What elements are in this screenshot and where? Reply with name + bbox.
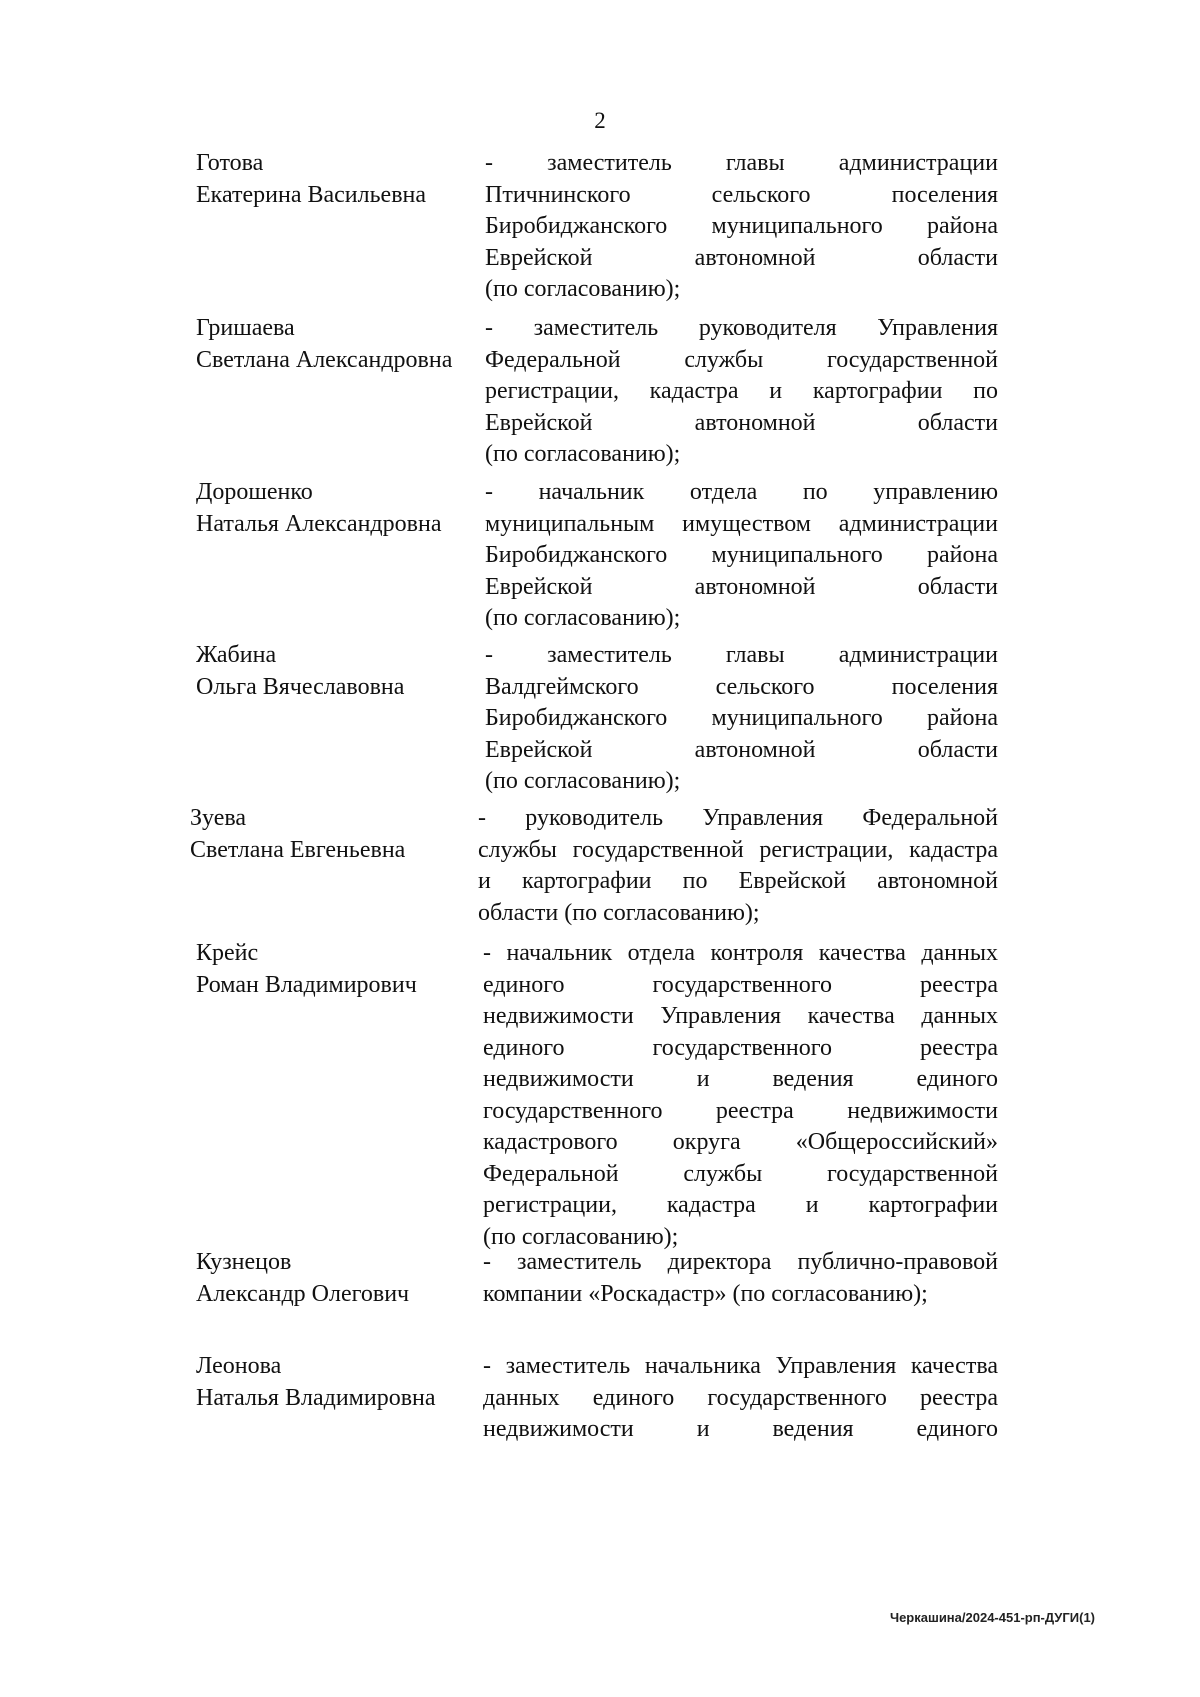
member-given-names: Александр Олегович [196,1280,410,1307]
position-line: области (по согласованию); [478,899,760,926]
member-given-names: Наталья Владимировна [196,1384,436,1411]
position-line: - заместитель главы администрации [485,150,998,176]
position-line: недвижимости Управления качества данных [483,1003,998,1029]
position-line: Еврейской автономной области [485,573,998,600]
position-line: единого государственного реестра [483,971,998,998]
member-name [196,1351,496,1414]
member-name [196,640,496,703]
member-position [478,803,998,929]
member-position [483,1351,998,1446]
member-position [483,938,998,1253]
position-line: и картографии по Еврейской автономной [478,868,998,894]
position-line: недвижимости и ведения единого [483,1416,998,1442]
member-surname: Гришаева [196,315,295,341]
member-name [196,1247,496,1310]
position-line: (по согласованию); [485,441,681,467]
position-line: Еврейской автономной области [485,736,998,763]
position-line: недвижимости и ведения единого [483,1066,998,1092]
position-line: - заместитель главы администрации [485,642,998,668]
position-line: государственного реестра недвижимости [483,1097,998,1124]
document-code: Черкашина/2024-451-рп-ДУГИ(1) [889,1610,1095,1625]
member-name [196,313,496,376]
position-line: Федеральной службы государственной [485,346,998,373]
member-surname: Крейс [196,940,259,966]
member-name [196,477,496,540]
position-line: (по согласованию); [485,276,681,302]
position-line: данных единого государственного реестра [483,1384,998,1411]
position-line: - начальник отдела по управлению [485,479,998,505]
position-line: муниципальным имуществом администрации [485,510,998,537]
position-line: компании «Роскадастр» (по согласованию); [483,1280,928,1307]
position-line: Федеральной службы государственной [483,1160,998,1187]
position-line: Птичнинского сельского поселения [485,181,998,208]
member-surname: Готова [196,150,264,176]
position-line: Еврейской автономной области [485,409,998,436]
position-line: кадастрового округа «Общероссийский» [483,1129,998,1155]
position-line: (по согласованию); [485,605,681,631]
member-name [196,148,496,211]
position-line: - заместитель начальника Управления качества [483,1353,998,1379]
position-line: (по согласованию); [485,768,681,794]
page-number: 2 [594,108,606,133]
member-position [485,640,998,798]
position-line: регистрации, кадастра и картографии [483,1192,998,1218]
member-given-names: Светлана Александровна [196,346,453,373]
member-given-names: Екатерина Васильевна [196,181,427,208]
member-given-names: Роман Владимирович [196,971,417,998]
member-position [483,1247,998,1310]
member-surname: Жабина [196,642,277,668]
member-name [190,803,490,866]
position-line: Еврейской автономной области [485,244,998,271]
position-line: - руководитель Управления Федеральной [478,805,998,831]
member-name [196,938,496,1001]
position-line: - заместитель директора публично-правовой [483,1249,998,1275]
member-given-names: Ольга Вячеславовна [196,673,405,700]
member-surname: Зуева [190,805,247,831]
member-surname: Кузнецов [196,1249,292,1275]
member-given-names: Светлана Евгеньевна [190,836,406,863]
position-line: - заместитель руководителя Управления [485,315,998,341]
member-position [485,148,998,306]
position-line: службы государственной регистрации, кадастра [478,836,998,863]
position-line: Биробиджанского муниципального района [485,542,998,568]
position-line: - начальник отдела контроля качества данных [483,940,998,966]
position-line: Биробиджанского муниципального района [485,213,998,239]
member-position [485,313,998,471]
member-given-names: Наталья Александровна [196,510,442,537]
position-line: (по согласованию); [483,1223,679,1250]
member-surname: Леонова [196,1353,282,1379]
member-surname: Дорошенко [196,479,313,505]
member-position [485,477,998,635]
position-line: единого государственного реестра [483,1034,998,1061]
position-line: Биробиджанского муниципального района [485,705,998,731]
position-line: регистрации, кадастра и картографии по [485,378,998,404]
position-line: Валдгеймского сельского поселения [485,673,998,700]
